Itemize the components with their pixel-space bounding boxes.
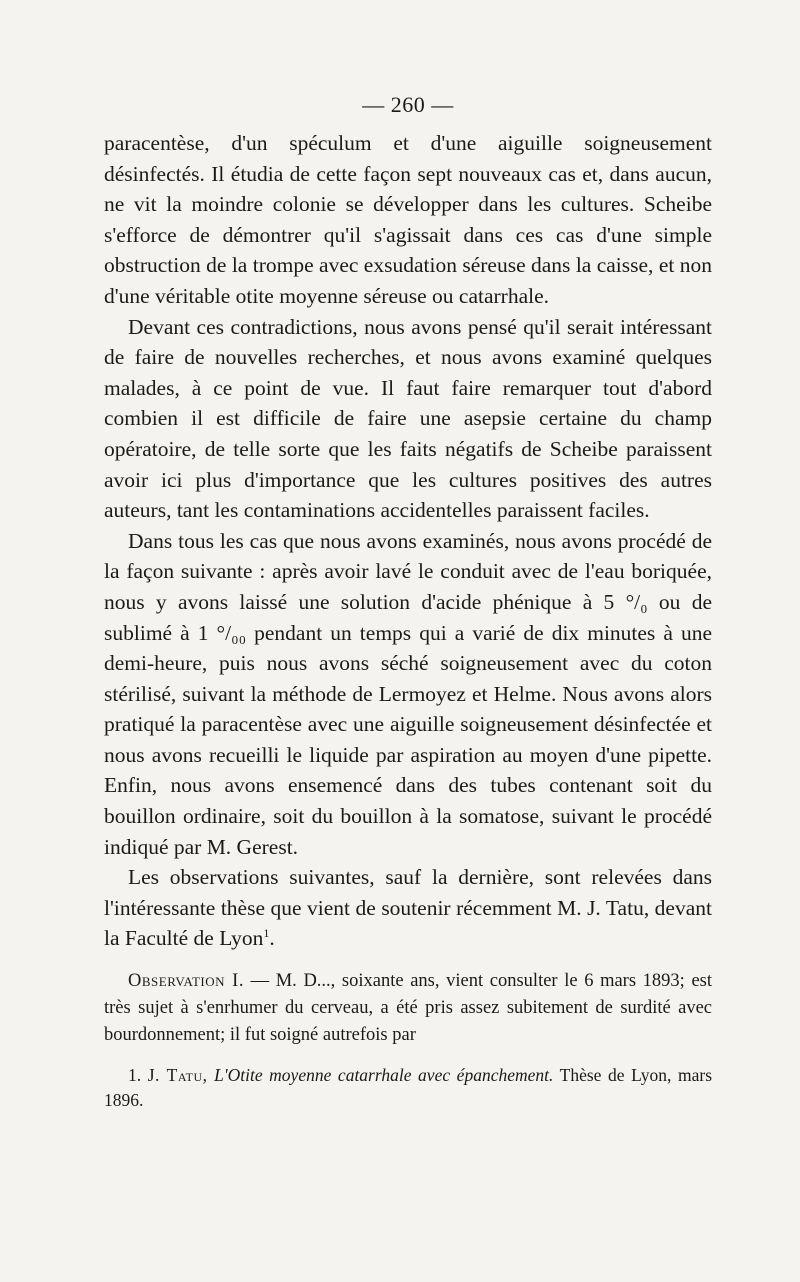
footnote-author: J. Tatu, xyxy=(147,1065,208,1086)
observation-text: — M. D..., soixante ans, vient consulter le 6 mars 1893; est très sujet à s'enrhumer du cerveau, a été pris assez subitement de surdité avec bourdonnement; il fut soigné autrefois par xyxy=(104,971,712,1046)
footnote-rest: Thèse de Lyon, mars 1896. xyxy=(104,1065,713,1111)
observation-paragraph xyxy=(104,968,712,1049)
observation-section xyxy=(104,968,712,1049)
document-page xyxy=(104,92,712,1113)
paragraph-2: Devant ces contradictions, nous avons pensé qu'il serait intéressant de faire de nouvelles recherches, et nous avons examiné quelques malades, à ce point de vue. Il faut faire remarquer tout d'abord combien il est difficile de faire une asepsie certaine du champ opératoire, de telle sorte que les faits négatifs de Scheibe paraissent avoir ici plus d'importance que les cultures positives des autres auteurs, tant les contaminations accidentelles paraissent faciles. xyxy=(104,314,712,523)
body-text xyxy=(104,128,712,954)
paragraph-4-text: Les observations suivantes, sauf la dernière, sont relevées dans l'intéressante thèse que vient de soutenir récemment M. J. Tatu, devant la Faculté de Lyon xyxy=(104,865,712,951)
page-number: — 260 — xyxy=(362,92,454,117)
paragraph-1: paracentèse, d'un spéculum et d'une aiguille soigneusement désinfectés. Il étudia de cette façon sept nouveaux cas et, dans aucun, ne vit la moindre colonie se développer dans les cultures. Scheibe s'efforce de démontrer qu'il s'agissait dans ces cas d'une simple obstruction de la trompe avec exsudation séreuse dans la caisse, et non d'une véritable otite moyenne séreuse ou catarrhale. xyxy=(104,131,712,308)
observation-label: Observation I. xyxy=(128,971,244,992)
footnote xyxy=(104,1063,712,1113)
footnote-paragraph xyxy=(104,1063,712,1113)
footnote-number: 1. xyxy=(128,1065,142,1086)
paragraph-4: Les observations suivantes, sauf la dernière, sont relevées dans l'intéressante thèse que vient de soutenir récemment M. J. Tatu, devant la Faculté de Lyon$^1$. xyxy=(104,865,712,951)
footnote-reference: 1 xyxy=(263,926,270,941)
paragraph-3: Dans tous les cas que nous avons examinés, nous avons procédé de la façon suivante : après avoir lavé le conduit avec de l'eau boriquée, nous y avons laissé une solution d'acide phénique à 5 °/₀ ou de sublimé à 1 °/₀₀ pendant un temps qui a varié de dix minutes à une demi-heure, puis nous avons séché soigneusement avec du coton stérilisé, suivant la méthode de Lermoyez et Helme. Nous avons alors pratiqué la paracentèse avec une aiguille soigneusement désinfectée et nous avons recueilli le liquide par aspiration au moyen d'une pipette. Enfin, nous avons ensemencé dans des tubes contenant soit du bouillon ordinaire, soit du bouillon à la somatose, suivant le procédé indiqué par M. Gerest. xyxy=(104,528,712,859)
footnote-title: L'Otite moyenne catarrhale avec épanchement. xyxy=(214,1065,554,1086)
